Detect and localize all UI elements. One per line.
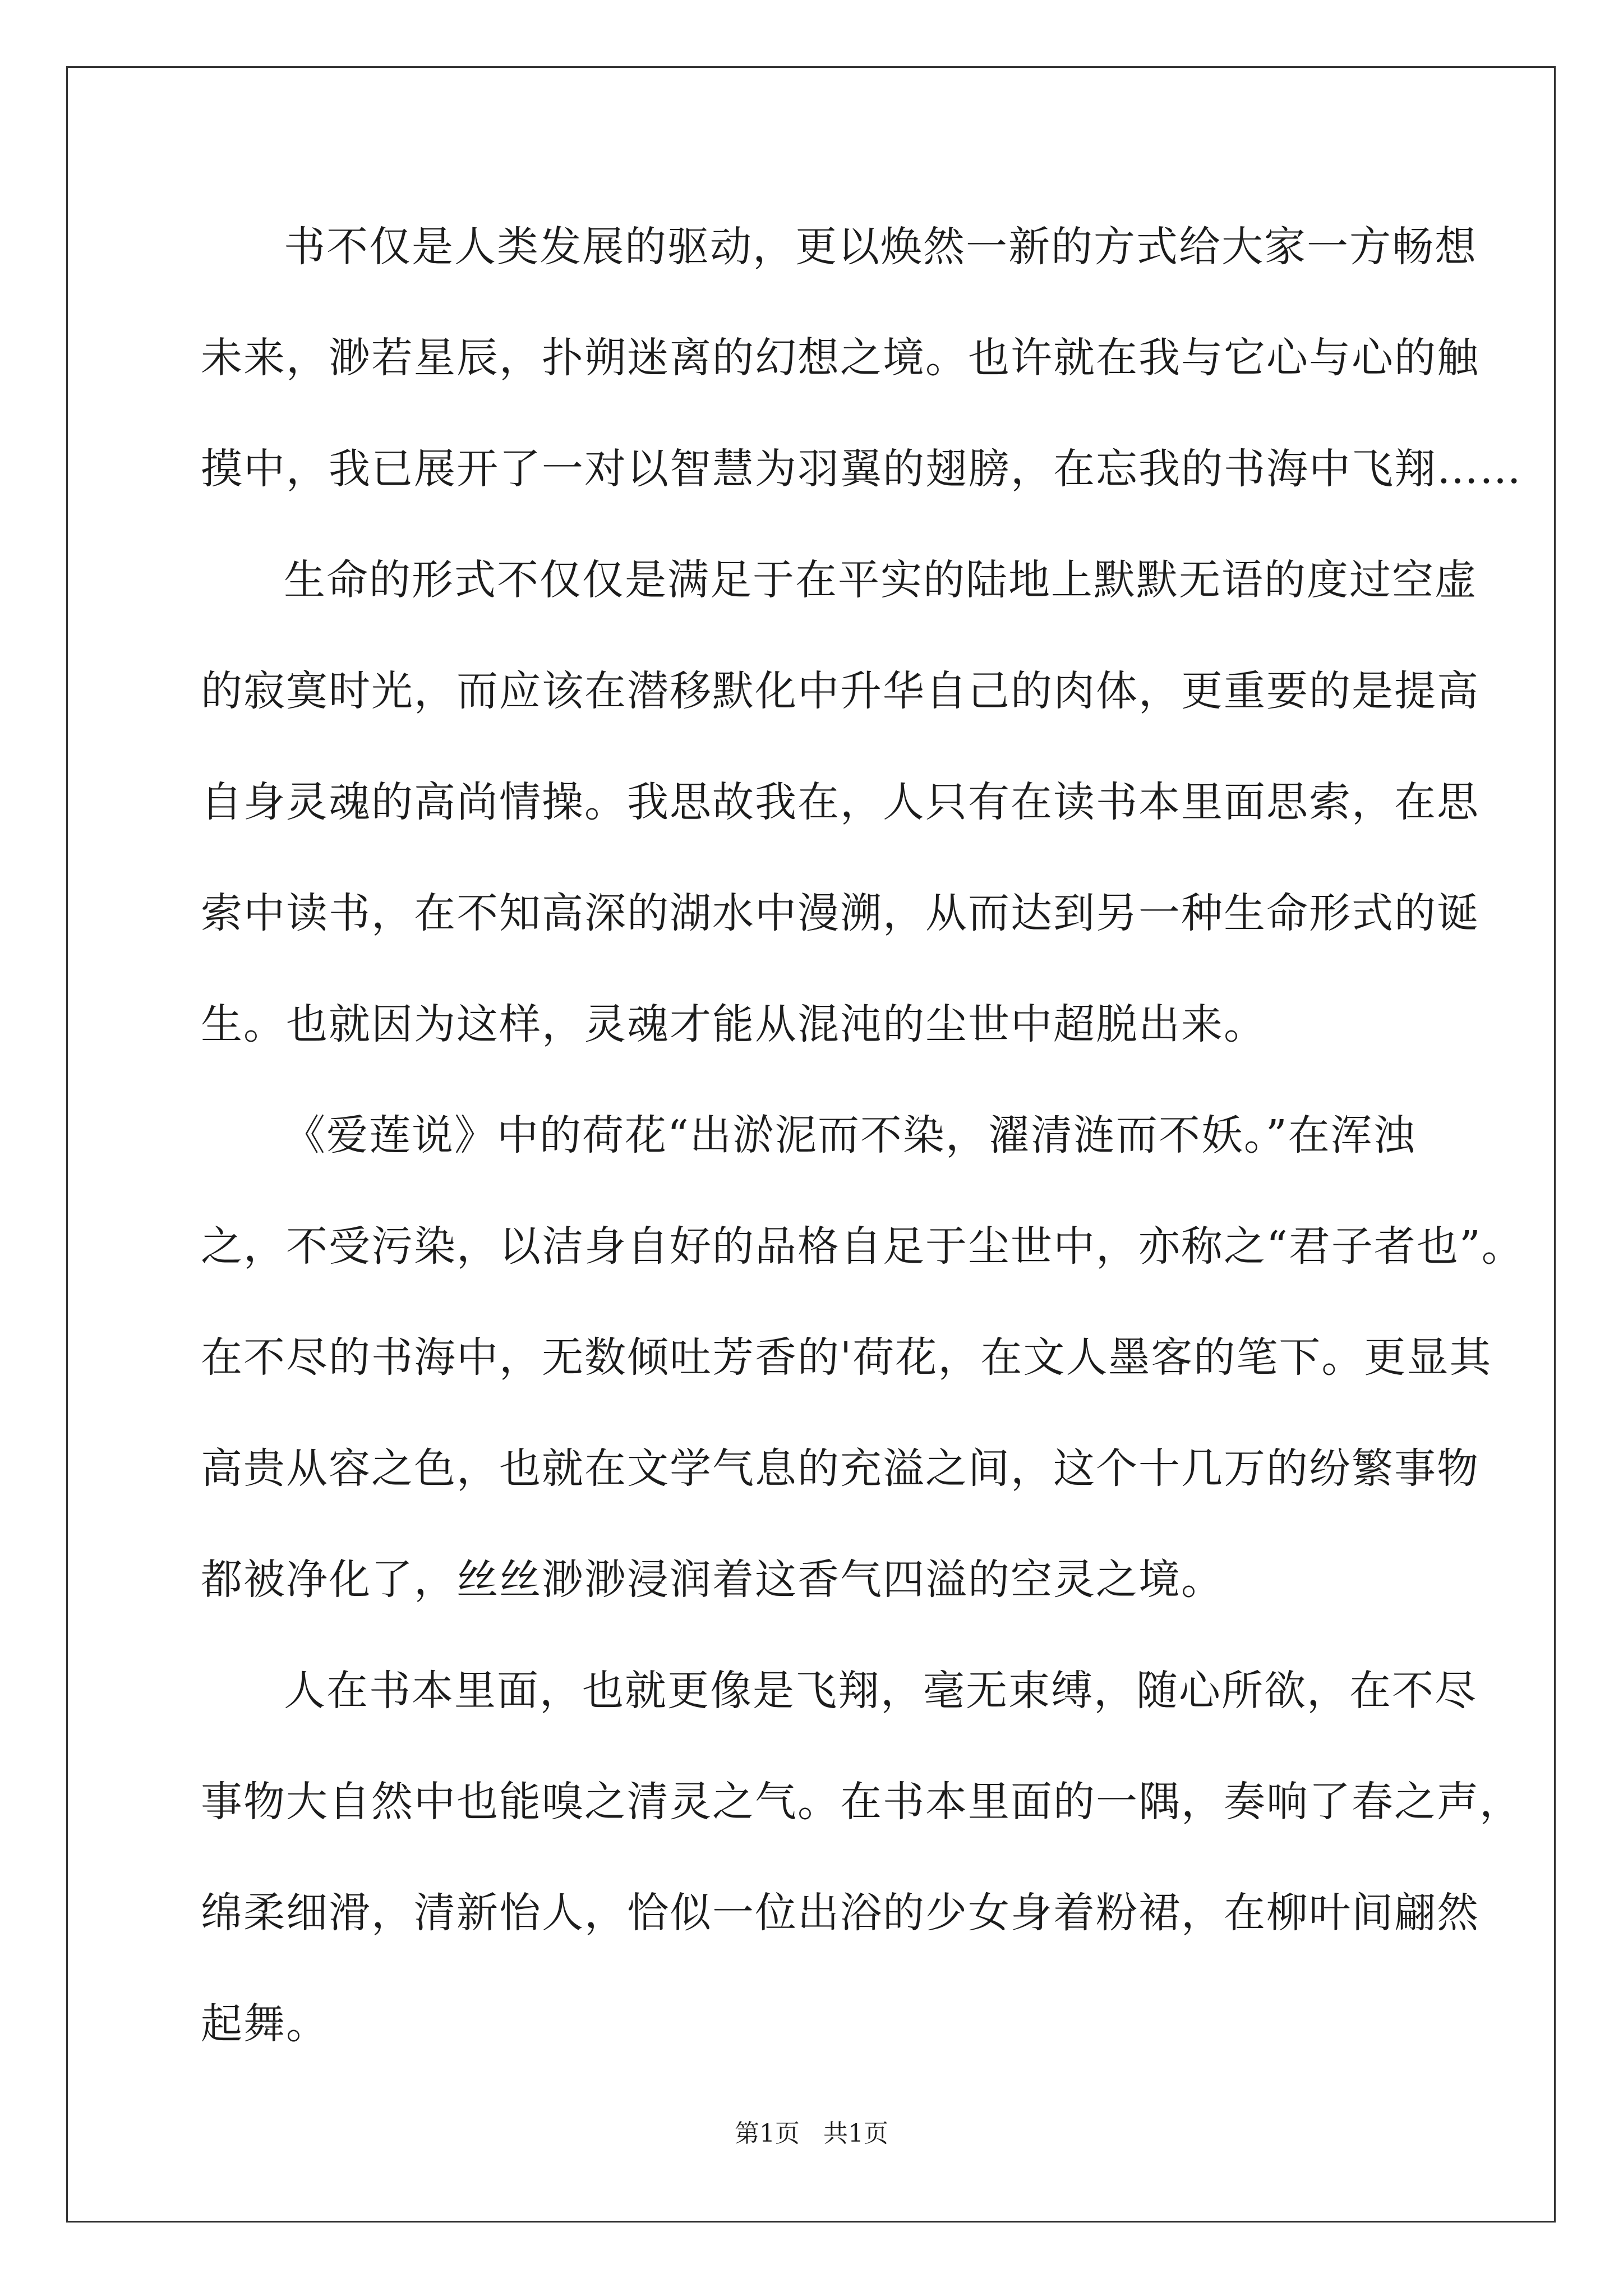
page-number-total: 共1页 — [823, 2119, 888, 2148]
paragraph-4-line-1: 人在书本里面，也就更像是飞翔，毫无束缚，随心所欲，在不尽 — [284, 1667, 1477, 1715]
paragraph-4-line-3: 绵柔细滑，清新怡人，恰似一位出浴的少女身着粉裙，在柳叶间翩然 — [201, 1889, 1479, 1937]
paragraph-3-line-3: 在不尽的书海中，无数倾吐芳香的'荷花，在文人墨客的笔下。更显其 — [201, 1333, 1492, 1382]
paragraph-1-line-2: 未来，渺若星辰，扑朔迷离的幻想之境。也许就在我与它心与心的触 — [201, 334, 1479, 382]
page-number-current: 第1页 — [735, 2119, 800, 2148]
paragraph-1-line-1: 书不仅是人类发展的驱动，更以焕然一新的方式给大家一方畅想 — [284, 223, 1477, 271]
paragraph-1-line-3: 摸中，我已展开了一对以智慧为羽翼的翅膀，在忘我的书海中飞翔…… — [201, 445, 1522, 493]
paragraph-2-line-3: 自身灵魂的高尚情操。我思故我在，人只有在读书本里面思索，在思 — [201, 778, 1479, 826]
paragraph-3-line-5: 都被净化了，丝丝渺渺浸润着这香气四溢的空灵之境。 — [201, 1556, 1224, 1604]
paragraph-4-line-2: 事物大自然中也能嗅之清灵之气。在书本里面的一隅，奏响了春之声， — [201, 1778, 1522, 1826]
paragraph-2-line-4: 索中读书，在不知高深的湖水中漫溯，从而达到另一种生命形式的诞 — [201, 889, 1479, 937]
paragraph-4-line-4: 起舞。 — [201, 2000, 329, 2048]
paragraph-3-line-1: 《爱莲说》中的荷花“出淤泥而不染，濯清涟而不妖。”在浑浊 — [284, 1111, 1416, 1159]
paragraph-3-line-2: 之，不受污染，以洁身自好的品格自足于尘世中，亦称之“君子者也”。 — [201, 1222, 1524, 1271]
page-footer — [0, 2117, 1623, 2151]
paragraph-2-line-2: 的寂寞时光，而应该在潜移默化中升华自己的肉体，更重要的是提高 — [201, 667, 1479, 715]
paragraph-3-line-4: 高贵从容之色，也就在文学气息的充溢之间，这个十几万的纷繁事物 — [201, 1444, 1479, 1493]
paragraph-2-line-5: 生。也就因为这样，灵魂才能从混沌的尘世中超脱出来。 — [201, 1000, 1266, 1048]
paragraph-2-line-1: 生命的形式不仅仅是满足于在平实的陆地上默默无语的度过空虚 — [284, 556, 1477, 604]
